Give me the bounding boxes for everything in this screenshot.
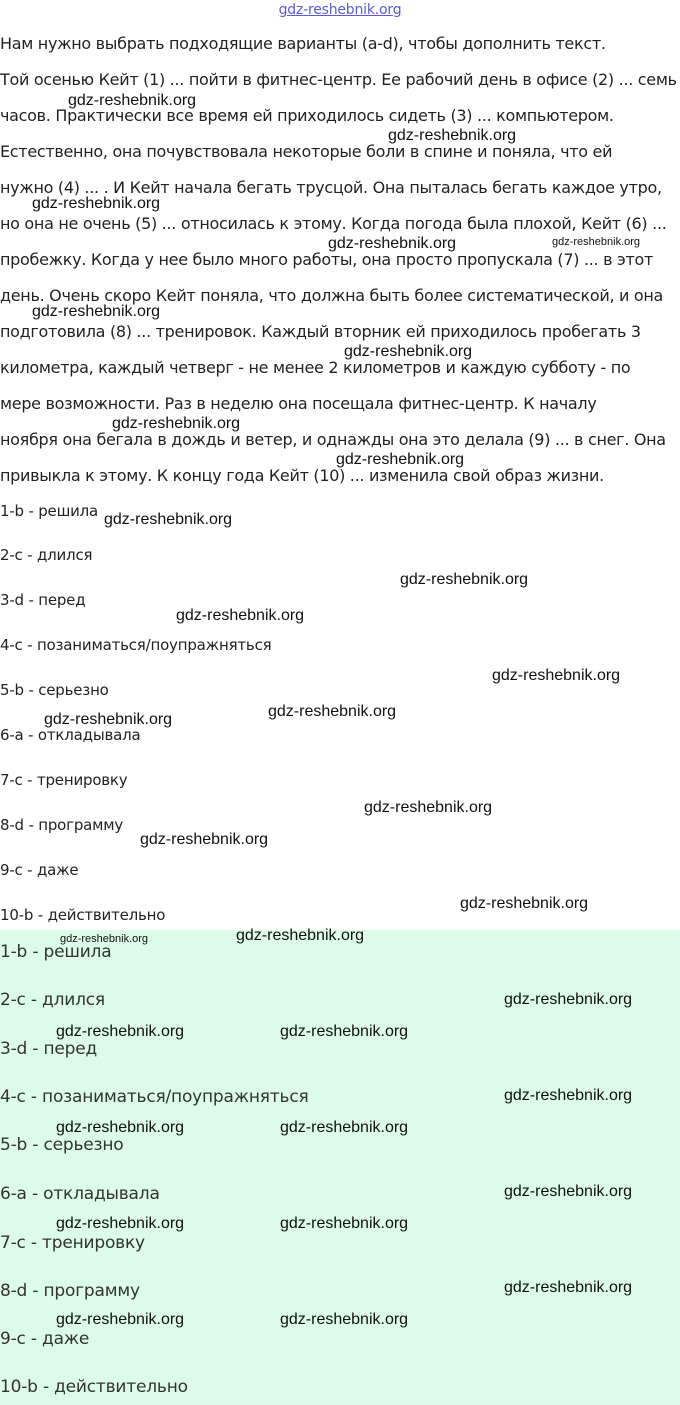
- watermark: gdz-reshebnik.org: [552, 236, 641, 248]
- intro-text: Нам нужно выбрать подходящие варианты (a-d), чтобы дополнить текст.: [0, 34, 606, 53]
- watermark: gdz-reshebnik.org: [504, 1087, 633, 1104]
- watermark: gdz-reshebnik.org: [492, 667, 621, 684]
- answer-item: 2-c - длился: [0, 546, 93, 564]
- answer-item: 7-c - тренировку: [0, 771, 128, 789]
- answer-panel-item: 2-c - длился: [0, 990, 105, 1010]
- text-line: привыкла к этому. К концу года Кейт (10) ... изменила свой образ жизни.: [0, 466, 604, 485]
- answer-item: 8-d - программу: [0, 816, 124, 834]
- watermark: gdz-reshebnik.org: [56, 1215, 185, 1232]
- watermark: gdz-reshebnik.org: [504, 1183, 633, 1200]
- watermark: gdz-reshebnik.org: [460, 895, 589, 912]
- watermark: gdz-reshebnik.org: [56, 1311, 185, 1328]
- watermark: gdz-reshebnik.org: [176, 607, 305, 624]
- watermark: gdz-reshebnik.org: [60, 933, 149, 945]
- text-line: подготовила (8) ... тренировок. Каждый вторник ей приходилось пробегать 3: [0, 322, 641, 341]
- text-line: пробежку. Когда у нее было много работы, она просто пропускала (7) ... в этот: [0, 250, 654, 269]
- watermark: gdz-reshebnik.org: [344, 343, 473, 360]
- watermark: gdz-reshebnik.org: [364, 799, 493, 816]
- watermark: gdz-reshebnik.org: [104, 511, 233, 528]
- text-line: мере возможности. Раз в неделю она посещала фитнес-центр. К началу: [0, 394, 597, 413]
- answer-item: 9-c - даже: [0, 861, 79, 879]
- watermark: gdz-reshebnik.org: [32, 303, 161, 320]
- watermark: gdz-reshebnik.org: [280, 1215, 409, 1232]
- watermark: gdz-reshebnik.org: [388, 127, 517, 144]
- watermark: gdz-reshebnik.org: [280, 1119, 409, 1136]
- answer-item: 3-d - перед: [0, 591, 86, 609]
- text-line: Естественно, она почувствовала некоторые боли в спине и поняла, что ей: [0, 142, 613, 161]
- answer-panel-item: 9-c - даже: [0, 1329, 90, 1349]
- answer-item: 5-b - серьезно: [0, 681, 109, 699]
- watermark: gdz-reshebnik.org: [44, 711, 173, 728]
- watermark: gdz-reshebnik.org: [280, 1311, 409, 1328]
- watermark: gdz-reshebnik.org: [32, 195, 161, 212]
- answer-item: 6-a - откладывала: [0, 726, 141, 744]
- answer-item: 4-c - позаниматься/поупражняться: [0, 636, 272, 654]
- watermark: gdz-reshebnik.org: [504, 1279, 633, 1296]
- text-line: день. Очень скоро Кейт поняла, что должна быть более систематической, и она: [0, 286, 664, 305]
- watermark: gdz-reshebnik.org: [504, 991, 633, 1008]
- answer-panel-item: 3-d - перед: [0, 1039, 98, 1059]
- watermark: gdz-reshebnik.org: [236, 927, 365, 944]
- text-line: но она не очень (5) ... относилась к этому. Когда погода была плохой, Кейт (6) ...: [0, 214, 667, 233]
- watermark: gdz-reshebnik.org: [56, 1023, 185, 1040]
- watermark: gdz-reshebnik.org: [56, 1119, 185, 1136]
- answer-panel-item: 10-b - действительно: [0, 1377, 188, 1397]
- text-line: ноября она бегала в дождь и ветер, и однажды она это делала (9) ... в снег. Она: [0, 430, 666, 449]
- watermark: gdz-reshebnik.org: [280, 1023, 409, 1040]
- watermark: gdz-reshebnik.org: [140, 831, 269, 848]
- answer-panel-item: 7-c - тренировку: [0, 1233, 145, 1253]
- answer-panel-item: 4-c - позаниматься/поупражняться: [0, 1087, 309, 1107]
- text-line: километра, каждый четверг - не менее 2 километров и каждую субботу - по: [0, 358, 631, 377]
- watermark: gdz-reshebnik.org: [268, 703, 397, 720]
- answer-panel-item: 5-b - серьезно: [0, 1135, 124, 1155]
- answer-item: 10-b - действительно: [0, 906, 166, 924]
- answer-item: 1-b - решила: [0, 502, 99, 520]
- answer-panel-item: 6-a - откладывала: [0, 1184, 160, 1204]
- text-line: нужно (4) ... . И Кейт начала бегать трусцой. Она пыталась бегать каждое утро,: [0, 178, 662, 197]
- watermark: gdz-reshebnik.org: [68, 92, 197, 109]
- watermark: gdz-reshebnik.org: [112, 415, 241, 432]
- watermark: gdz-reshebnik.org: [336, 451, 465, 468]
- text-line: Той осенью Кейт (1) ... пойти в фитнес-центр. Ее рабочий день в офисе (2) ... семь: [0, 70, 677, 89]
- watermark: gdz-reshebnik.org: [400, 571, 529, 588]
- site-link[interactable]: gdz-reshebnik.org: [278, 2, 402, 18]
- watermark: gdz-reshebnik.org: [328, 235, 457, 252]
- answer-panel-item: 1-b - решила: [0, 942, 112, 962]
- answer-panel-item: 8-d - программу: [0, 1281, 140, 1301]
- text-line: часов. Практически все время ей приходилось сидеть (3) ... компьютером.: [0, 106, 614, 125]
